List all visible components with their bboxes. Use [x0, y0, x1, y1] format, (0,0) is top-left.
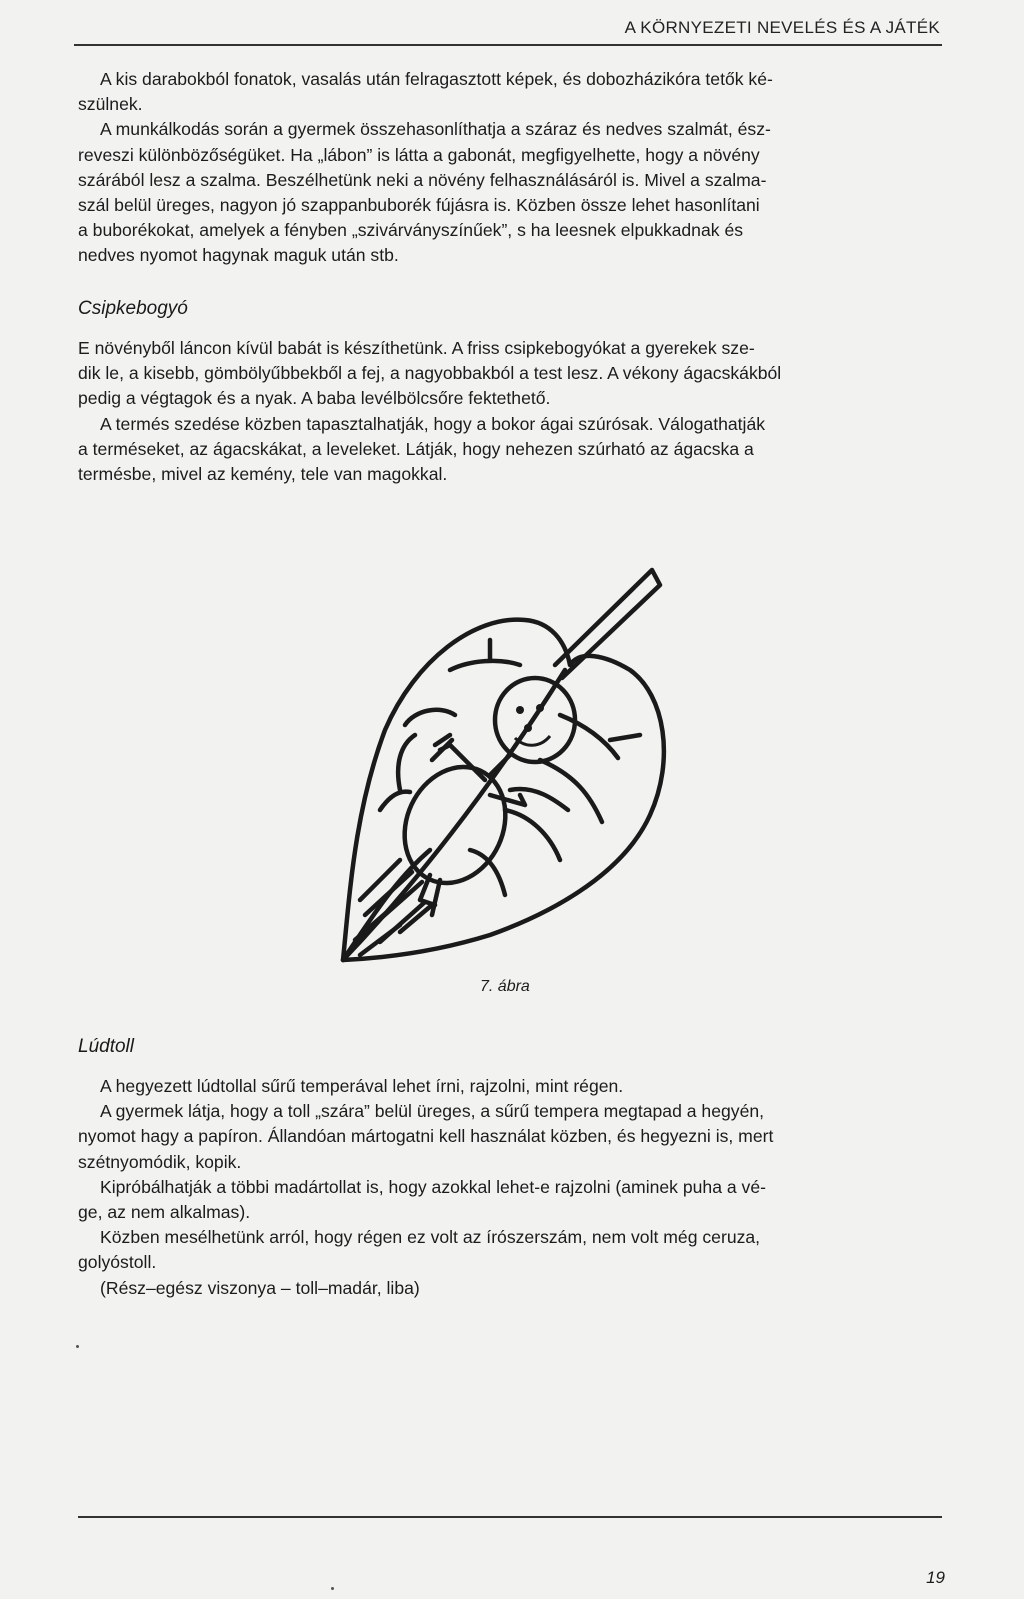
text-line: (Rész–egész viszonya – toll–madár, liba) [100, 1277, 420, 1298]
section-heading-ludtoll: Lúdtoll [78, 1036, 134, 1057]
footer-rule [78, 1516, 942, 1518]
text-line: golyóstoll. [78, 1252, 157, 1273]
text-line: reveszi különbözőségüket. Ha „lábon” is látta a gabonát, megfigyelhette, hogy a növény [78, 144, 760, 165]
text-line: A gyermek látja, hogy a toll „szára” belül üreges, a sűrű tempera megtapad a hegyén, [100, 1101, 765, 1122]
text-line: szál belül üreges, nagyon jó szappanbuborék fújásra is. Közben össze lehet hasonlítani [78, 195, 760, 216]
text-line: pedig a végtagok és a nyak. A baba levélbölcsőre fektethető. [78, 388, 551, 409]
page-number: 19 [926, 1568, 945, 1587]
text-line: ge, az nem alkalmas). [78, 1202, 251, 1223]
csipkebogyo-text [78, 336, 942, 487]
text-line: a buborékokat, amelyek a fényben „szivárványszínűek”, s ha leesnek elpukkadnak és [78, 220, 744, 241]
text-line: E növényből láncon kívül babát is készíthetünk. A friss csipkebogyókat a gyerekek sze- [78, 338, 755, 358]
text-line: A kis darabokból fonatok, vasalás után felragasztott képek, és dobozházikóra tetők ké- [100, 69, 773, 89]
running-header: A KÖRNYEZETI NEVELÉS ÉS A JÁTÉK [624, 18, 940, 37]
text-line: A munkálkodás során a gyermek összehasonlíthatja a száraz és nedves szalmát, ész- [100, 119, 771, 140]
figure-caption: 7. ábra [480, 978, 530, 995]
text-line: szárából lesz a szalma. Beszélhetünk neki a növény felhasználásáról is. Mivel a szalma- [78, 169, 767, 190]
text-line: nyomot hagy a papíron. Állandóan mártogatni kell használat közben, és hegyezni is, mert [78, 1126, 774, 1147]
text-line: nedves nyomot hagynak maguk után stb. [78, 245, 399, 266]
leaf-doll-drawing [340, 560, 680, 965]
header-rule [74, 44, 942, 46]
text-line: dik le, a kisebb, gömbölyűbbekből a fej, a nagyobbakból a test lesz. A vékony ágacskákból [78, 363, 782, 384]
intro-text [78, 67, 942, 269]
rosehip-doll-illustration [340, 560, 680, 965]
text-line: szülnek. [78, 94, 143, 115]
ludtoll-text [78, 1074, 942, 1301]
text-line: A hegyezett lúdtollal sűrű temperával lehet írni, rajzolni, mint régen. [100, 1076, 624, 1096]
text-line: A termés szedése közben tapasztalhatják, hogy a bokor ágai szúrósak. Válogathatják [100, 413, 766, 434]
section-heading-csipkebogyo: Csipkebogyó [78, 298, 188, 319]
text-line: szétnyomódik, kopik. [78, 1151, 242, 1172]
text-line: termésbe, mivel az kemény, tele van magokkal. [78, 464, 448, 485]
text-line: Közben mesélhetünk arról, hogy régen ez volt az írószerszám, nem volt még ceruza, [100, 1227, 761, 1248]
stray-mark [76, 1345, 79, 1348]
text-line: a terméseket, az ágacskákat, a leveleket. Látják, hogy nehezen szúrható az ágacska a [78, 438, 754, 459]
text-line: Kipróbálhatják a többi madártollat is, hogy azokkal lehet-e rajzolni (aminek puha a vé- [100, 1176, 766, 1197]
stray-mark [331, 1587, 334, 1590]
